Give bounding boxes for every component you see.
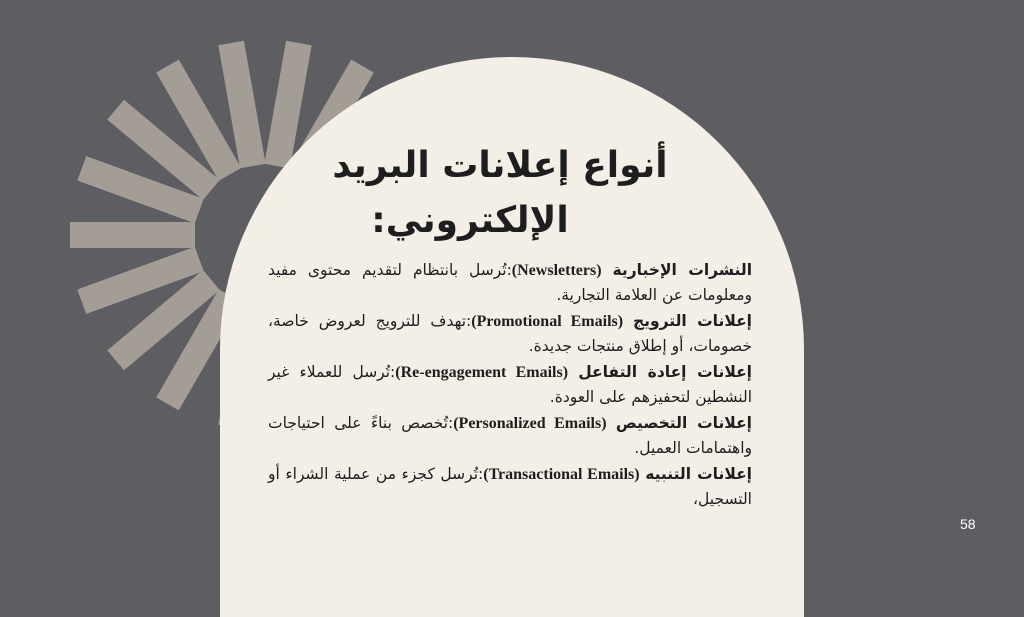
item-heading: إعلانات الترويج — [633, 312, 752, 330]
item-description: :تُخصص بناءً على احتياجات واهتمامات العميل. — [268, 414, 752, 457]
list-item-transactional — [268, 462, 752, 512]
item-english-term: (Newsletters) — [511, 262, 602, 279]
slide-title-line1: أنواع إعلانات البريد — [332, 145, 668, 186]
burst-ray — [70, 222, 195, 248]
list-item-personalized — [268, 411, 752, 461]
item-heading: إعلانات إعادة التفاعل — [578, 363, 752, 381]
list-item-promotional — [268, 309, 752, 359]
page-number: 58 — [960, 516, 976, 532]
slide-title-line2: الإلكتروني: — [371, 200, 569, 241]
item-english-term: (Promotional Emails) — [471, 313, 624, 330]
item-english-term: (Personalized Emails) — [453, 415, 607, 432]
list-item-newsletters — [268, 258, 752, 308]
item-heading: إعلانات التخصيص — [615, 414, 752, 432]
email-types-list — [268, 258, 752, 513]
item-heading: النشرات الإخبارية — [612, 261, 753, 279]
item-english-term: (Transactional Emails) — [483, 466, 640, 483]
item-description: :تُرسل كجزء من عملية الشراء أو التسجيل، — [268, 465, 752, 508]
item-english-term: (Re-engagement Emails) — [395, 364, 569, 381]
list-item-reengagement — [268, 360, 752, 410]
item-description: :تهدف للترويج لعروض خاصة، خصومات، أو إطلاق منتجات جديدة. — [268, 312, 752, 355]
item-description: :تُرسل بانتظام لتقديم محتوى مفيد ومعلومات عن العلامة التجارية. — [268, 261, 752, 304]
item-description: :تُرسل للعملاء غير النشطين لتحفيزهم على العودة. — [268, 363, 752, 406]
item-heading: إعلانات التنبيه — [645, 465, 752, 483]
